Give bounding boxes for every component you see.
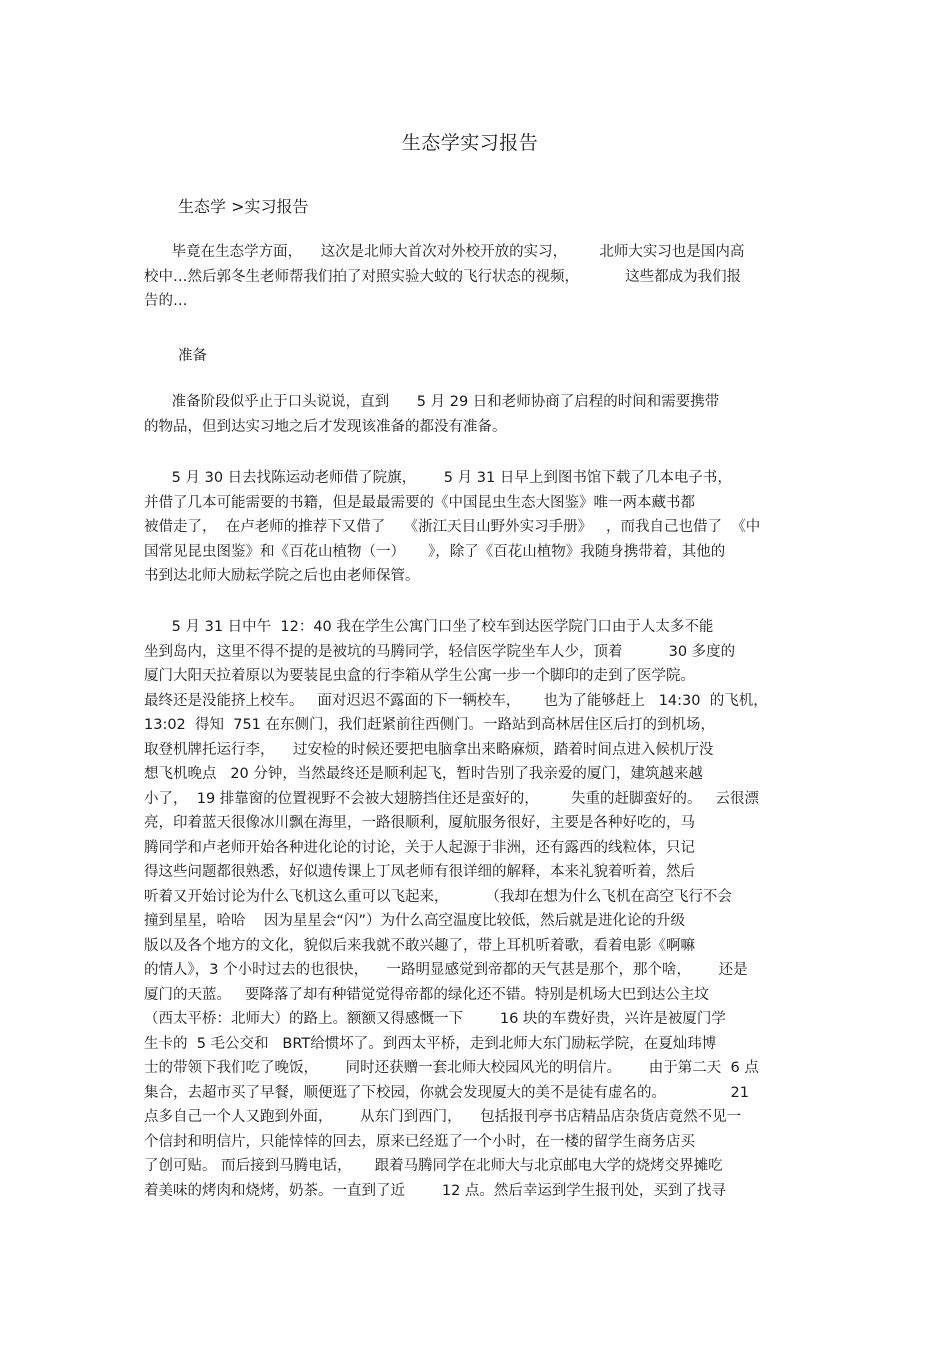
text-line: 厦门的天蓝。 要降落了却有种错觉觉得帝都的绿化还不错。特别是机场大巴到达公主坟 [144, 986, 709, 1003]
text-line: 的情人》，3 个小时过去的也很快， 一路明显感觉到帝都的天气甚是那个，那个啥， 还是 [144, 962, 748, 978]
text-line: 告的… [144, 293, 188, 309]
text-line: 小了， 19 排靠窗的位置视野不会被大翅膀挡住还是蛮好的， 失重的赶脚蛮好的。 云很漂 [144, 790, 759, 807]
section-heading-prep: 准备 [178, 348, 207, 364]
text-line: 士的带领下我们吃了晚饭， 同时还获赠一套北师大校园风光的明信片。 由于第二天 6 点 [144, 1060, 759, 1076]
text-line: 毕竟在生态学方面， 这次是北师大首次对外校开放的实习， 北师大实习也是国内高 [144, 244, 745, 260]
text-line: 的物品，但到达实习地之后才发现该准备的都没有准备。 [144, 418, 507, 435]
intro-paragraph [144, 240, 744, 314]
text-line: 想飞机晚点 20 分钟，当然最终还是顺利起飞，暂时告别了我亲爱的厦门，建筑越来越 [144, 766, 703, 782]
text-line: 坐到岛内，这里不得不提的是被坑的马腾同学，轻信医学院坐车人少，顶着 30 多度的 [144, 643, 736, 660]
text-line: 取登机牌托运行李， 过安检的时候还要把电脑拿出来略麻烦，踏着时间点进入候机厅没 [144, 741, 714, 758]
paragraph-borrowing [144, 466, 760, 589]
text-line: 并借了几本可能需要的书籍，但是最最需要的《中国昆虫生态大图鉴》唯一两本藏书都 [144, 494, 695, 511]
text-line: 国常见昆虫图鉴》和《百花山植物（一） 》，除了《百花山植物》我随身携带着，其他的 [144, 543, 726, 560]
prep-paragraph [144, 390, 719, 439]
text-line: 5 月 31 日中午 12：40 我在学生公寓门口坐了校车到达医学院门口由于人太多不能 [144, 619, 714, 635]
text-line: 13:02 得知 751 在东侧门，我们赶紧前往西侧门。一路站到高林居住区后打的到机场， [144, 717, 716, 733]
text-line: 着美味的烤肉和烧烤，奶茶。一直到了近 12 点。然后幸运到学生报刊处，买到了找寻 [144, 1182, 726, 1199]
text-line: （西太平桥：北师大）的路上。额额又得感慨一下 16 块的车费好贵，兴许是被厦门学 [144, 1011, 726, 1027]
text-line: 被借走了， 在卢老师的推荐下又借了 《浙江天目山野外实习手册》 ，而我自己也借了 《中 [144, 519, 761, 535]
text-line: 版以及各个地方的文化，貌似后来我就不敢兴趣了，带上耳机听着歌，看着电影《啊嘛 [144, 937, 695, 954]
page-subtitle: 生态学 >实习报告 [178, 197, 309, 216]
text-line: 集合，去超市买了早餐，顺便逛了下校园，你就会发现厦大的美不是徒有虚名的。 21 [144, 1084, 749, 1101]
text-line: 最终还是没能挤上校车。 面对迟迟不露面的下一辆校车， 也为了能够赶上 14:30 的飞机， [144, 692, 768, 709]
text-line: 得这些问题都很熟悉，好似遗传课上丁凤老师有很详细的解释，本来礼貌着听着，然后 [144, 864, 695, 880]
text-line: 听着又开始讨论为什么飞机这么重可以飞起来， （我却在想为什么飞机在高空飞行不会 [144, 888, 732, 905]
text-line: 腾同学和卢老师开始各种进化论的讨论，关于人起源于非洲，还有露西的线粒体，只记 [144, 839, 695, 856]
text-line: 书到达北师大励耘学院之后也由老师保管。 [144, 568, 420, 584]
text-line: 校中…然后郭冬生老师帮我们拍了对照实验大蚊的飞行状态的视频， 这些都成为我们报 [144, 268, 742, 285]
page-title: 生态学实习报告 [401, 132, 539, 154]
text-line: 亮，印着蓝天很像冰川飘在海里，一路很顺利，厦航服务很好，主要是各种好吃的，马 [144, 815, 695, 831]
text-line: 5 月 30 日去找陈运动老师借了院旗， 5 月 31 日早上到图书馆下载了几本电子书， [144, 470, 732, 486]
text-line: 个信封和明信片，只能悻悻的回去，原来已经逛了一个小时，在一楼的留学生商务店买 [144, 1133, 695, 1150]
text-line: 厦门大阳天拉着原以为要装昆虫盒的行李箱从学生公寓一步一个脚印的走到了医学院。 [144, 668, 695, 684]
text-line: 生卡的 5 毛公交和 BRT给惯坏了。到西太平桥，走到北师大东门励耘学院，在夏灿玮博 [144, 1035, 717, 1052]
paragraph-journey [144, 615, 768, 1203]
text-line: 点多自己一个人又跑到外面， 从东门到西门， 包括报刊亭书店精品店杂货店竟然不见一 [144, 1109, 742, 1125]
text-line: 撞到星星，哈哈 因为星星会“闪”）为什么高空温度比较低，然后就是进化论的升级 [144, 913, 685, 929]
text-line: 了创可贴。 而后接到马腾电话， 跟着马腾同学在北师大与北京邮电大学的烧烤交界摊吃 [144, 1158, 723, 1174]
text-line: 准备阶段似乎止于口头说说，直到 5 月 29 日和老师协商了启程的时间和需要携带 [144, 394, 720, 410]
